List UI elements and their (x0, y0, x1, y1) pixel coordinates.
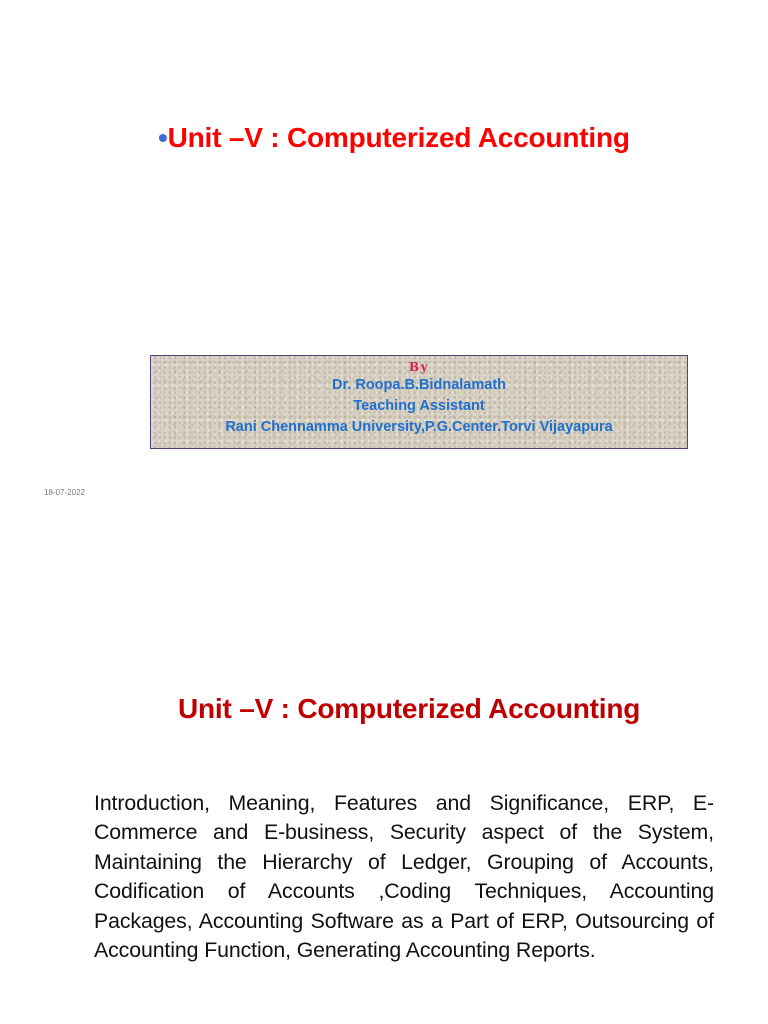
by-label: By (408, 360, 430, 374)
slide2-body: Introduction, Meaning, Features and Significance, ERP, E-Commerce and E-business, Security aspect of the System, Maintaining the Hierarchy of Ledger, Grouping of Accounts, Codification of Accounts ,Coding Techniques, Accounting Packages, Accounting Software as a Part of ERP, Outsourcing of Accounting Function, Generating Accounting Reports. (94, 791, 714, 963)
slide1-title (158, 122, 630, 154)
author-institution: Rani Chennamma University,P.G.Center.Torvi Vijayapura (225, 419, 613, 435)
author-name: Dr. Roopa.B.Bidnalamath (331, 377, 507, 393)
bullet-icon: • (158, 122, 168, 153)
author-box (150, 355, 688, 449)
slide-date: 18-07-2022 (44, 488, 85, 497)
author-designation: Teaching Assistant (353, 398, 485, 414)
slide2-title: Unit –V : Computerized Accounting (178, 693, 641, 724)
slide1-title-text: Unit –V : Computerized Accounting (167, 122, 630, 153)
